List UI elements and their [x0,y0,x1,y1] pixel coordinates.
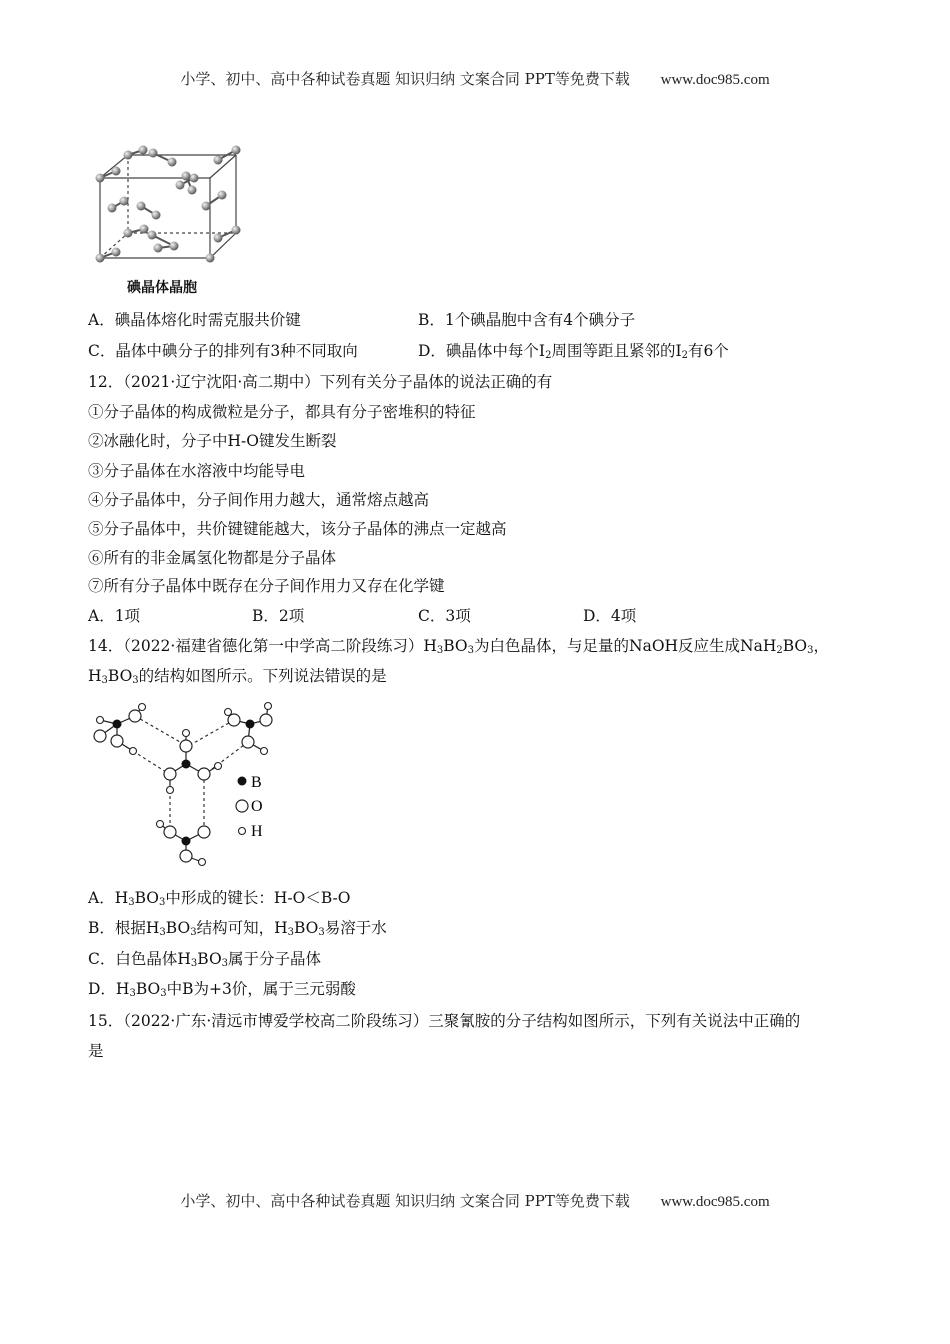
legend-o-marker [236,800,248,812]
legend-b-marker [238,777,247,786]
q12-option-d: D．4项 [583,607,637,625]
q12-item-4: ④分子晶体中，分子间作用力越大，通常熔点越高 [88,491,430,509]
legend-h: H [251,823,263,840]
legend-o: O [251,798,263,815]
iodine-unit-cell-figure [88,140,248,270]
q14-option-b: B．根据$H_3BO_3$结构可知，$H_3BO_3$易溶于水 [88,919,387,938]
page-footer [0,1190,950,1211]
q12-item-5: ⑤分子晶体中，共价键键能越大，该分子晶体的沸点一定越高 [88,520,507,538]
legend-h-marker [239,828,246,835]
q12-stem: 12．（2021·辽宁沈阳·高二期中）下列有关分子晶体的说法正确的有 [88,373,553,391]
q12-option-a: A．1项 [88,607,141,625]
q12-item-6: ⑥所有的非金属氢化物都是分子晶体 [88,549,337,567]
q14-stem-line1: 14．（2022·福建省德化第一中学高二阶段练习）$H_3BO_3$为白色晶体，与足量的NaOH反应生成$NaH_2BO_3$， [88,637,830,656]
q11-option-a: A．碘晶体熔化时需克服共价键 [88,311,301,329]
header-site: www.doc985.com [660,72,770,88]
footer-site: www.doc985.com [660,1194,770,1210]
q12-option-c: C．3项 [418,607,471,625]
legend-b: B [251,774,262,791]
q14-stem-line2: $H_3BO_3$的结构如图所示。下列说法错误的是 [88,667,387,686]
q11-option-b: B．1个碘晶胞中含有4个碘分子 [418,311,636,329]
q11-option-d: D．碘晶体中每个$I_2$周围等距且紧邻的$I_2$有6个 [418,342,729,361]
boric-acid-structure-figure [84,700,284,865]
q11-option-c: C．晶体中碘分子的排列有3种不同取向 [88,342,358,360]
q14-option-a: A．$H_3BO_3$中形成的键长：H-O＜B-O [88,889,351,908]
header-text: 小学、初中、高中各种试卷真题 知识归纳 文案合同 PPT等免费下载 [180,70,630,88]
q12-item-7: ⑦所有分子晶体中既存在分子间作用力又存在化学键 [88,577,445,595]
q14-option-c: C．白色晶体$H_3BO_3$属于分子晶体 [88,950,322,969]
page-header [0,68,950,89]
q14-option-d: D．$H_3BO_3$中B为+3价，属于三元弱酸 [88,980,356,999]
figure-caption: 碘晶体晶胞 [127,280,197,296]
q12-option-b: B．2项 [252,607,305,625]
q12-item-2: ②冰融化时，分子中H-O键发生断裂 [88,432,337,450]
q12-item-3: ③分子晶体在水溶液中均能导电 [88,462,306,480]
q15-stem-line1: 15．（2022·广东·清远市博爱学校高二阶段练习）三聚氰胺的分子结构如图所示，下列有关说法中正确的 [88,1012,801,1030]
q12-item-1: ①分子晶体的构成微粒是分子，都具有分子密堆积的特征 [88,403,476,421]
q15-stem-line2: 是 [88,1042,104,1060]
footer-text: 小学、初中、高中各种试卷真题 知识归纳 文案合同 PPT等免费下载 [180,1192,630,1210]
